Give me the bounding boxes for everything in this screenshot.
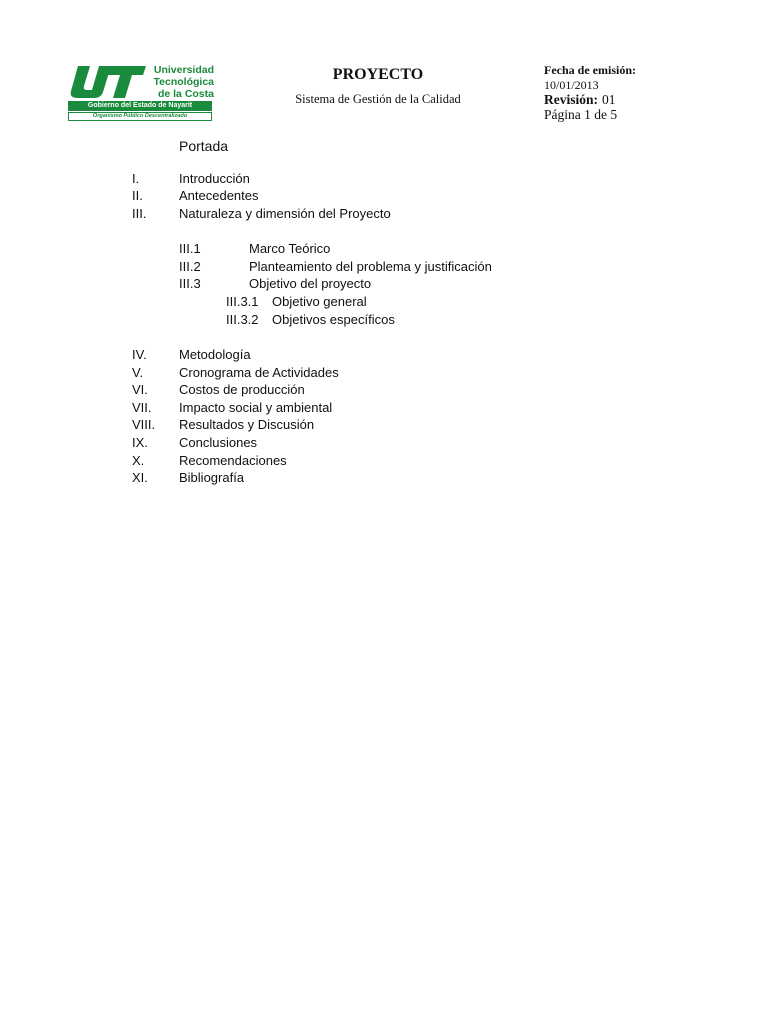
toc-label: Conclusiones bbox=[179, 435, 258, 450]
toc-label: Planteamiento del problema y justificación bbox=[249, 259, 492, 274]
toc-cover: Portada bbox=[179, 138, 229, 154]
toc-label: Bibliografía bbox=[179, 470, 245, 485]
toc-label: Impacto social y ambiental bbox=[179, 400, 333, 415]
toc-label: Resultados y Discusión bbox=[179, 417, 315, 432]
toc-number: III.2 bbox=[179, 259, 201, 274]
toc-number: V. bbox=[132, 365, 144, 380]
toc-number: VIII. bbox=[132, 417, 156, 432]
revision-value: 01 bbox=[602, 92, 616, 107]
logo-band: Gobierno del Estado de Nayarit bbox=[68, 101, 212, 111]
toc-number: III.3 bbox=[179, 276, 201, 291]
toc-label: Naturaleza y dimensión del Proyecto bbox=[179, 206, 391, 221]
toc-number: II. bbox=[132, 188, 143, 203]
university-logo bbox=[66, 64, 216, 124]
toc-number: IV. bbox=[132, 347, 147, 362]
toc-label: Objetivo general bbox=[272, 294, 367, 309]
toc-label: Antecedentes bbox=[179, 188, 259, 203]
toc-label: Introducción bbox=[179, 171, 250, 186]
toc-number: VII. bbox=[132, 400, 152, 415]
toc-number: III.1 bbox=[179, 241, 201, 256]
toc-number: XI. bbox=[132, 470, 148, 485]
toc-label: Objetivo del proyecto bbox=[249, 276, 372, 291]
toc-number: I. bbox=[132, 171, 140, 186]
toc-label: Costos de producción bbox=[179, 382, 305, 397]
logo-name-line: Universidad bbox=[153, 64, 214, 76]
toc-label: Objetivos específicos bbox=[272, 312, 395, 327]
ut-logo-icon bbox=[66, 64, 146, 100]
logo-name-line: Tecnológica bbox=[153, 76, 214, 88]
fecha-value: 10/01/2013 bbox=[544, 78, 599, 92]
toc-number: IX. bbox=[132, 435, 148, 450]
toc-number: III. bbox=[132, 206, 147, 221]
toc-number: III.3.1 bbox=[226, 294, 259, 309]
toc-label: Cronograma de Actividades bbox=[179, 365, 339, 380]
page-indicator: Página 1 de 5 bbox=[544, 107, 618, 122]
toc-number: III.3.2 bbox=[226, 312, 259, 327]
document-subtitle: Sistema de Gestión de la Calidad bbox=[295, 92, 461, 106]
toc-label: Marco Teórico bbox=[249, 241, 331, 256]
toc-number: VI. bbox=[132, 382, 148, 397]
fecha-label: Fecha de emisión: bbox=[544, 63, 636, 77]
toc-label: Metodología bbox=[179, 347, 251, 362]
logo-subtitle: Organismo Público Descentralizado bbox=[68, 112, 212, 121]
document-title: PROYECTO bbox=[332, 66, 424, 83]
toc-number: X. bbox=[132, 453, 145, 468]
logo-name-line: de la Costa bbox=[157, 88, 214, 100]
toc-label: Recomendaciones bbox=[179, 453, 287, 468]
revision-label: Revisión: bbox=[544, 92, 598, 107]
